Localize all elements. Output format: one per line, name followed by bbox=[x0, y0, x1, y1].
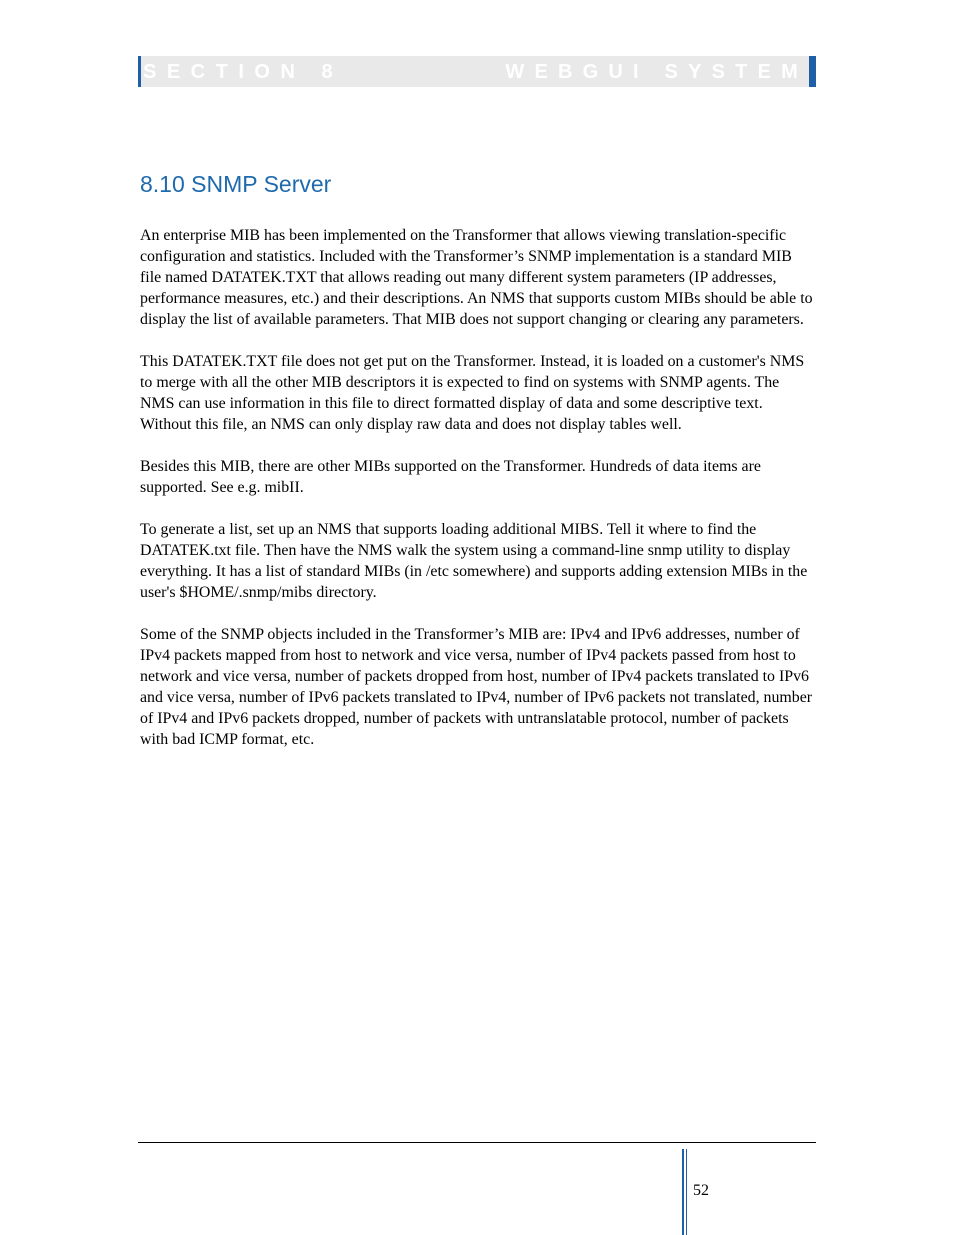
paragraph-4: To generate a list, set up an NMS that supports loading additional MIBS. Tell it where to find the DATATEK.txt file. Then have the NMS walk the system using a command-line snmp utility to display everything. It has a list of standard MIBs (in /etc somewhere) and supports adding extension MIBs in the user's $HOME/.snmp/mibs directory. bbox=[140, 521, 808, 601]
paragraph-2: This DATATEK.TXT file does not get put on the Transformer. Instead, it is loaded on a customer's NMS to merge with all the other MIB descriptors it is expected to find on systems with SNMP agents. The NMS can use information in this file to direct formatted display of data and some descriptive text. Without this file, an NMS can only display raw data and does not display tables well. bbox=[140, 353, 805, 433]
page-number: 52 bbox=[693, 1182, 709, 1199]
paragraph-1: An enterprise MIB has been implemented on the Transformer that allows viewing translation-specific configuration and statistics. Included with the Transformer’s SNMP implementation is a standard MIB file named DATATEK.TXT that allows reading out many different system parameters (IP addresses, performance measures, etc.) and their descriptions. An NMS that supports custom MIBs should be able to display the list of available parameters. That MIB does not support changing or clearing any parameters. bbox=[140, 227, 813, 328]
header-left-rule bbox=[138, 56, 141, 87]
page-number-rule-thin bbox=[686, 1149, 687, 1235]
footer-rule bbox=[138, 1142, 816, 1143]
body-text bbox=[140, 225, 816, 771]
header-right-rule bbox=[809, 56, 816, 87]
header-chapter-label: WEBGUI SYSTEM bbox=[505, 61, 808, 83]
section-header-bar bbox=[138, 56, 816, 87]
page-number-rule bbox=[682, 1149, 684, 1235]
paragraph-5: Some of the SNMP objects included in the Transformer’s MIB are: IPv4 and IPv6 addresses, number of IPv4 packets mapped from host to network and vice versa, number of IPv4 packets passed from host to network and vice versa, number of packets dropped from host, number of IPv4 packets translated to IPv6 and vice versa, number of IPv6 packets translated to IPv4, number of IPv6 packets not translated, number of IPv4 and IPv6 packets dropped, number of packets with untranslatable protocol, number of packets with bad ICMP format, etc. bbox=[140, 626, 813, 748]
paragraph-3: Besides this MIB, there are other MIBs supported on the Transformer. Hundreds of data items are supported. See e.g. mibII. bbox=[140, 458, 761, 496]
header-section-label: SECTION 8 bbox=[143, 61, 344, 83]
section-title: 8.10 SNMP Server bbox=[140, 171, 332, 197]
